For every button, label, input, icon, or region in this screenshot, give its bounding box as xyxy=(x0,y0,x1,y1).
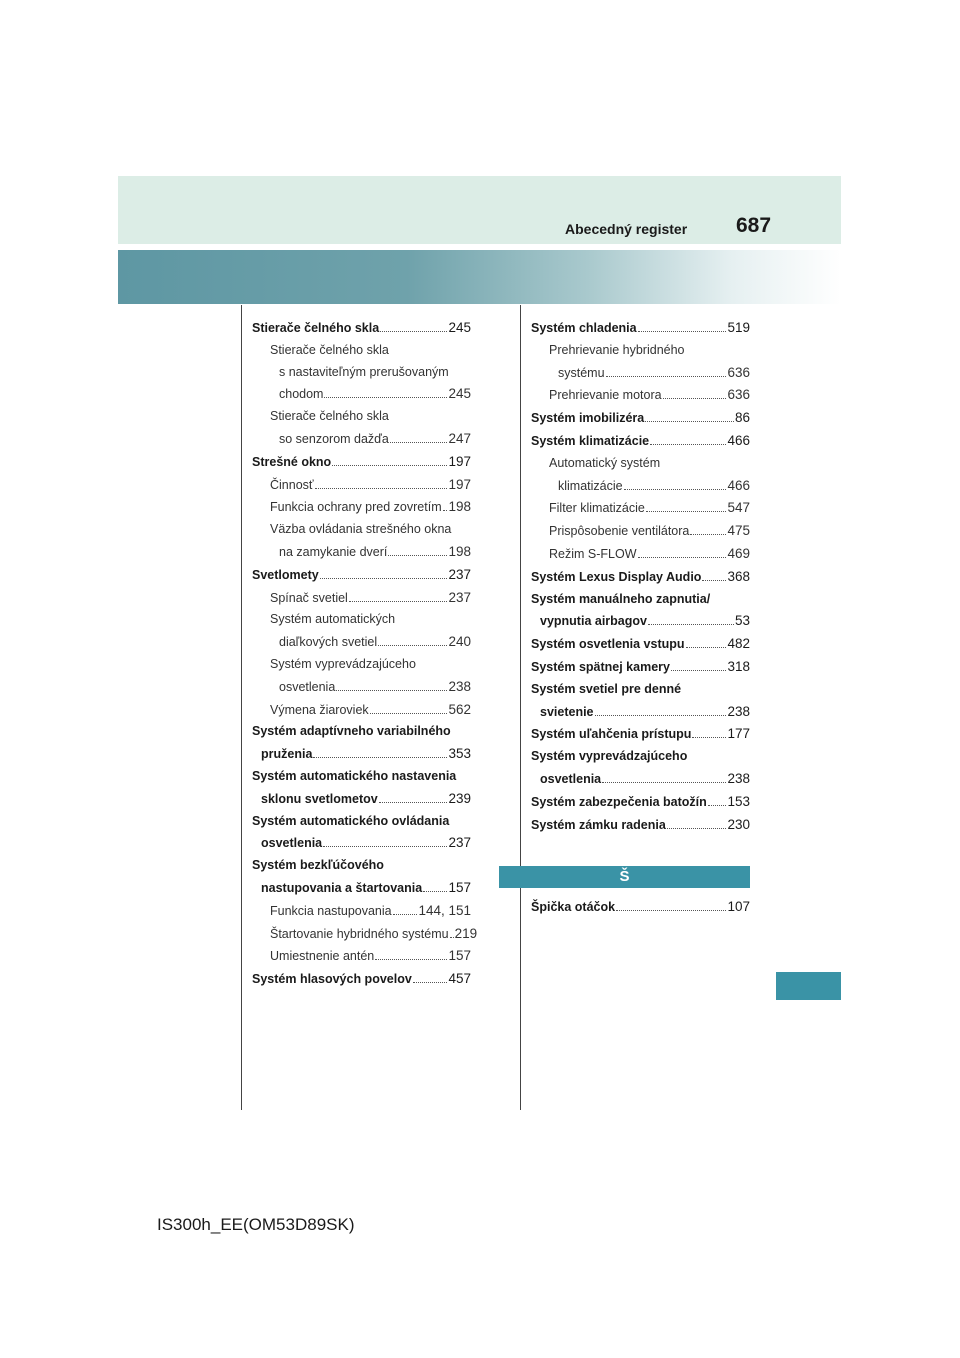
leader-dots xyxy=(638,557,727,558)
leader-dots xyxy=(646,511,727,512)
index-entry xyxy=(531,384,750,407)
entry-label: klimatizácie xyxy=(558,478,623,493)
entry-label: sklonu svetlometov xyxy=(261,791,378,806)
leader-dots xyxy=(375,959,447,960)
entry-label: s nastaviteľným prerušovaným xyxy=(279,364,449,379)
index-entry xyxy=(531,520,750,543)
entry-page-number: 237 xyxy=(448,835,471,851)
index-column-1 xyxy=(252,317,478,991)
index-entry xyxy=(531,475,750,498)
gradient-banner xyxy=(118,250,841,304)
entry-label: Systém automatických xyxy=(270,612,396,627)
entry-label: Systém bezkľúčového xyxy=(252,858,384,873)
leader-dots xyxy=(388,555,447,556)
entry-page-number: 197 xyxy=(448,453,471,469)
entry-page-number: 198 xyxy=(448,543,471,559)
section-title: Abecedný register xyxy=(565,221,688,237)
leader-dots xyxy=(671,670,727,671)
entry-page-number: 238 xyxy=(727,770,750,786)
entry-label: Činnosť xyxy=(270,477,314,492)
leader-dots xyxy=(332,465,447,466)
entry-page-number: 240 xyxy=(448,634,471,650)
index-entry xyxy=(252,900,471,923)
index-entry xyxy=(531,679,750,701)
entry-label: Prehrievanie motora xyxy=(549,388,662,403)
entry-label: Systém imobilizéra xyxy=(531,411,645,426)
entry-label: Svetlomety xyxy=(252,567,319,582)
entry-label: Funkcia ochrany pred zovretím xyxy=(270,500,442,515)
leader-dots xyxy=(606,376,727,377)
index-entry xyxy=(252,945,471,968)
index-entry xyxy=(252,855,471,877)
index-entry xyxy=(252,587,471,610)
leader-dots xyxy=(336,690,447,691)
index-entry xyxy=(252,743,471,766)
leader-dots xyxy=(645,421,734,422)
entry-page-number: 197 xyxy=(448,476,471,492)
index-entry xyxy=(531,340,750,362)
index-entry xyxy=(252,721,471,743)
index-entry xyxy=(252,699,471,722)
entry-page-number: 157 xyxy=(448,948,471,964)
entry-page-number: 457 xyxy=(448,971,471,987)
entry-label: Systém automatického nastavenia xyxy=(252,768,457,783)
entry-page-number: 482 xyxy=(727,636,750,652)
index-entry xyxy=(252,519,471,541)
entry-label: Systém chladenia xyxy=(531,321,637,335)
index-entry xyxy=(531,768,750,791)
leader-dots xyxy=(686,647,727,648)
leader-dots xyxy=(663,398,727,399)
entry-page-number: 107 xyxy=(727,899,750,915)
document-code: IS300h_EE(OM53D89SK) xyxy=(157,1215,355,1234)
index-entry xyxy=(252,788,471,811)
index-entry xyxy=(252,362,471,384)
index-entry xyxy=(252,451,471,474)
index-entry xyxy=(252,676,471,699)
column-divider-left xyxy=(241,305,242,1110)
index-entry xyxy=(531,610,750,633)
entry-page-number: 239 xyxy=(448,790,471,806)
entry-label: Systém Lexus Display Audio xyxy=(531,569,702,584)
index-entry xyxy=(252,317,471,340)
entry-label: Systém vyprevádzajúceho xyxy=(531,749,688,764)
entry-label: Umiestnenie antén xyxy=(270,949,375,964)
index-entry xyxy=(531,746,750,768)
entry-label: Spínač svetiel xyxy=(270,590,348,605)
entry-label: pruženia xyxy=(261,747,313,762)
entry-page-number: 238 xyxy=(448,678,471,694)
index-entry xyxy=(252,564,471,587)
entry-page-number: 636 xyxy=(727,364,750,380)
entry-label: Režim S-FLOW xyxy=(549,546,637,561)
leader-dots xyxy=(313,757,447,758)
entry-page-number: 230 xyxy=(727,816,750,832)
entry-label: Systém automatického ovládania xyxy=(252,813,450,828)
entry-page-number: 238 xyxy=(727,703,750,719)
index-entry xyxy=(252,877,471,900)
entry-label: so senzorom dažďa xyxy=(279,431,389,446)
leader-dots xyxy=(702,580,726,581)
entry-page-number: 469 xyxy=(727,545,750,561)
entry-label: Funkcia nastupovania xyxy=(270,903,392,918)
index-entry xyxy=(252,832,471,855)
entry-label: na zamykanie dverí xyxy=(279,544,388,559)
entry-label: Systém manuálneho zapnutia/ xyxy=(531,591,711,606)
leader-dots xyxy=(648,624,734,625)
leader-dots xyxy=(595,715,727,716)
entry-label: nastupovania a štartovania xyxy=(261,880,423,895)
entry-page-number: 466 xyxy=(727,432,750,448)
header-band xyxy=(118,176,841,244)
leader-dots xyxy=(378,645,447,646)
leader-dots xyxy=(423,891,447,892)
index-entry xyxy=(531,317,750,340)
index-entry xyxy=(252,811,471,833)
index-entry xyxy=(531,896,750,919)
leader-dots xyxy=(393,914,418,915)
entry-page-number: 144, 151 xyxy=(418,902,471,918)
entry-label: Systém zámku radenia xyxy=(531,817,666,832)
entry-page-number: 318 xyxy=(727,658,750,674)
index-entry xyxy=(531,543,750,566)
leader-dots xyxy=(708,805,727,806)
entry-label: diaľkových svetiel xyxy=(279,635,378,650)
leader-dots xyxy=(638,331,727,332)
entry-page-number: 157 xyxy=(448,879,471,895)
entry-label: systému xyxy=(558,365,605,380)
index-entry xyxy=(531,656,750,679)
entry-label: Výmena žiaroviek xyxy=(270,702,369,717)
leader-dots xyxy=(320,578,448,579)
entry-label: svietenie xyxy=(540,704,594,719)
leader-dots xyxy=(315,488,448,489)
index-entry xyxy=(531,362,750,385)
entry-page-number: 519 xyxy=(727,320,750,335)
leader-dots xyxy=(390,442,448,443)
index-entry xyxy=(252,406,471,428)
entry-page-number: 247 xyxy=(448,430,471,446)
entry-label: Systém zabezpečenia batožín xyxy=(531,794,707,809)
index-entry xyxy=(531,791,750,814)
entry-page-number: 636 xyxy=(727,387,750,403)
index-entry xyxy=(531,497,750,520)
entry-label: Prispôsobenie ventilátora xyxy=(549,524,690,539)
entry-label: Systém vyprevádzajúceho xyxy=(270,656,416,671)
entry-page-number: 245 xyxy=(448,386,471,402)
entry-label: Stierače čelného skla xyxy=(270,342,389,357)
entry-page-number: 53 xyxy=(734,613,750,629)
index-entry xyxy=(252,631,471,654)
entry-label: Špička otáčok xyxy=(531,900,616,915)
leader-dots xyxy=(324,397,447,398)
index-entry xyxy=(252,654,471,676)
index-entry xyxy=(252,383,471,406)
entry-label: Stierače čelného skla xyxy=(252,321,380,335)
leader-dots xyxy=(602,782,726,783)
entry-page-number: 368 xyxy=(727,568,750,584)
index-entry xyxy=(252,766,471,788)
leader-dots xyxy=(650,444,726,445)
leader-dots xyxy=(624,489,727,490)
leader-dots xyxy=(370,713,448,714)
entry-page-number: 198 xyxy=(448,499,471,515)
index-entry xyxy=(531,566,750,589)
entry-page-number: 219 xyxy=(454,925,478,941)
leader-dots xyxy=(413,982,448,983)
entry-page-number: 353 xyxy=(448,746,471,762)
entry-label: Systém klimatizácie xyxy=(531,433,650,448)
entry-page-number: 475 xyxy=(727,523,750,539)
index-entry xyxy=(252,541,471,564)
column-divider-middle xyxy=(520,305,521,1110)
leader-dots xyxy=(692,737,726,738)
entry-label: Systém spätnej kamery xyxy=(531,659,670,674)
entry-page-number: 562 xyxy=(448,701,471,717)
entry-page-number: 245 xyxy=(448,320,471,335)
index-entry xyxy=(252,923,478,946)
leader-dots xyxy=(379,802,448,803)
index-entry xyxy=(531,430,750,453)
leader-dots xyxy=(616,910,726,911)
index-entry xyxy=(531,701,750,724)
entry-label: Automatický systém xyxy=(549,455,661,470)
entry-page-number: 237 xyxy=(448,566,471,582)
entry-label: Prehrievanie hybridného xyxy=(549,342,685,357)
entry-page-number: 237 xyxy=(448,589,471,605)
index-entry xyxy=(252,968,471,991)
entry-label: osvetlenia xyxy=(540,771,602,786)
leader-dots xyxy=(690,534,726,535)
index-column-2 xyxy=(531,317,750,919)
entry-label: chodom xyxy=(279,387,324,402)
index-entry xyxy=(531,453,750,475)
entry-label: Väzba ovládania strešného okna xyxy=(270,522,452,537)
entry-page-number: 153 xyxy=(727,793,750,809)
entry-page-number: 547 xyxy=(727,500,750,516)
entry-page-number: 177 xyxy=(727,726,750,742)
index-entry xyxy=(252,474,471,497)
leader-dots xyxy=(443,510,448,511)
index-entry xyxy=(531,407,750,430)
entry-label: vypnutia airbagov xyxy=(540,614,647,629)
entry-page-number: 466 xyxy=(727,477,750,493)
entry-label: Stierače čelného skla xyxy=(270,409,389,424)
index-entry xyxy=(252,340,471,362)
entry-label: Strešné okno xyxy=(252,454,332,469)
entry-label: osvetlenia xyxy=(261,836,323,851)
entry-label: Systém uľahčenia prístupu xyxy=(531,727,692,742)
index-entry xyxy=(252,609,471,631)
leader-dots xyxy=(349,601,448,602)
entry-label: Systém svetiel pre denné xyxy=(531,681,682,696)
page-number: 687 xyxy=(736,214,772,237)
index-entry xyxy=(252,428,471,451)
leader-dots xyxy=(380,331,447,332)
entry-label: Štartovanie hybridného systému xyxy=(270,926,449,941)
entry-label: Systém hlasových povelov xyxy=(252,972,412,987)
index-entry xyxy=(252,496,471,519)
chapter-tab xyxy=(776,972,841,1000)
entry-label: osvetlenia xyxy=(279,679,336,694)
index-entry xyxy=(531,589,750,611)
entry-page-number: 86 xyxy=(734,410,750,426)
entry-label: Systém adaptívneho variabilného xyxy=(252,724,451,739)
leader-dots xyxy=(667,828,727,829)
index-entry xyxy=(531,723,750,746)
section-letter-bar: Š xyxy=(499,866,750,888)
index-entry xyxy=(531,633,750,656)
entry-label: Systém osvetlenia vstupu xyxy=(531,637,685,652)
leader-dots xyxy=(450,937,454,938)
index-entry xyxy=(531,814,750,837)
entry-label: Filter klimatizácie xyxy=(549,501,645,516)
leader-dots xyxy=(323,846,447,847)
